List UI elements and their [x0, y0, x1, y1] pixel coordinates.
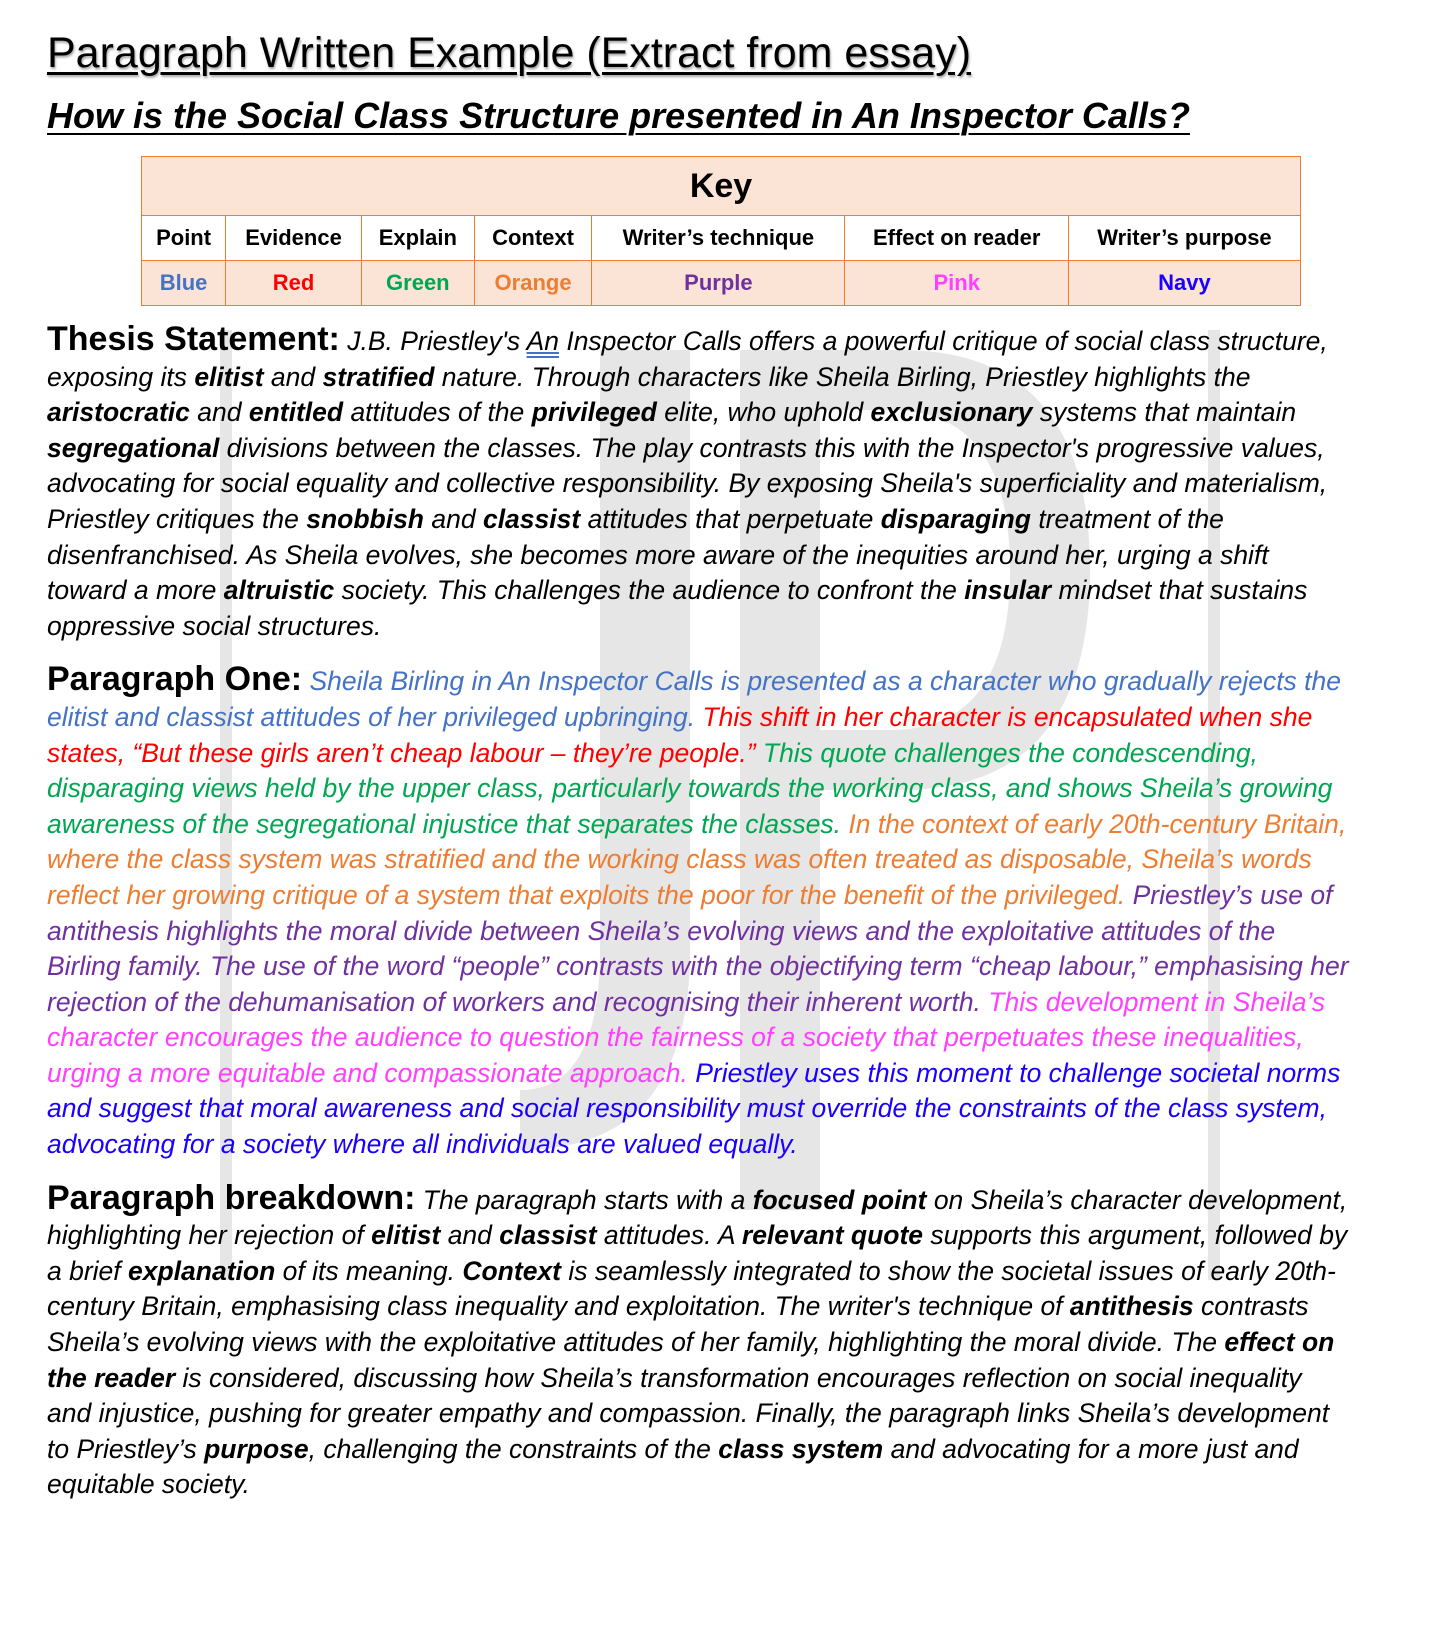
text-segment: and advocating for a more just and equitable society. [47, 1433, 1299, 1500]
text-segment: , challenging the constraints of the [308, 1433, 719, 1464]
key-colour-cell: Green [361, 261, 474, 306]
text-segment: antithesis [1069, 1291, 1194, 1322]
text-segment: effect on the reader [47, 1327, 1335, 1393]
text-segment: explanation [128, 1255, 276, 1286]
text-segment: purpose [204, 1433, 309, 1464]
text-segment: The paragraph starts with a [415, 1184, 753, 1215]
text-segment: Inspector Calls offers a powerful critique of social class structure, exposing its [47, 326, 1328, 392]
text-segment: on Sheila’s character development, highlighting her rejection of [47, 1184, 1348, 1251]
colour-key-table [141, 156, 1301, 306]
text-segment: is seamlessly integrated to show the societal issues of early 20th-century Britain, emphasising class inequality and exploitation. The writer's technique of [47, 1255, 1336, 1322]
key-colour-cell: Blue [142, 261, 226, 306]
text-segment: This development in Sheila’s character encourages the audience to question the fairness of a society that perpetuates these inequalities, urging a more equitable and compassionate approach. [47, 986, 1326, 1088]
text-segment: Context [462, 1255, 561, 1286]
key-header-cell: Writer’s technique [592, 216, 845, 261]
key-colour-cell: Purple [592, 261, 845, 306]
text-segment: J.B. Priestley's [339, 326, 527, 356]
text-segment: of its meaning. [275, 1255, 463, 1286]
key-header-cell: Effect on reader [845, 216, 1068, 261]
essay-question: How is the Social Class Structure presented in An Inspector Calls? [47, 95, 1190, 136]
paragraph-one [47, 662, 1352, 1162]
text-segment: nature. Through characters like Sheila Birling, Priestley highlights the [434, 361, 1251, 392]
text-segment: is considered, discussing how Sheila’s transformation encourages reflection on social inequality and injustice, pushing for greater empathy and compassion. Finally, the paragraph links Sheila’s development to Priestley’s [47, 1362, 1330, 1464]
text-segment: entitled [248, 397, 344, 428]
text-segment: attitudes. A [596, 1220, 742, 1251]
key-colour-cell: Pink [845, 261, 1068, 306]
key-title: Key [142, 157, 1301, 216]
text-segment: and [424, 503, 483, 534]
section-label: Paragraph breakdown: [47, 1178, 416, 1217]
text-segment: elitist [194, 361, 264, 392]
text-segment: aristocratic [47, 397, 190, 428]
text-segment: altruistic [223, 575, 335, 606]
paragraph-breakdown [47, 1178, 1352, 1503]
text-segment: This shift in her character is encapsulated when she states, “But these girls aren’t cheap labour – they’re people.” [47, 701, 1313, 768]
text-segment: and [440, 1220, 500, 1251]
text-segment: In the context of early 20th-century Britain, where the class system was stratified and the working class was often treated as disposable, Sheila’s words reflect her growing critique of a system that exploits the poor for the benefit of the privileged. [47, 808, 1347, 910]
thesis-statement [47, 322, 1352, 644]
section-label: Thesis Statement: [47, 320, 340, 358]
text-segment: segregational [47, 432, 220, 463]
text-segment: classist [499, 1220, 597, 1251]
text-segment: elite, who uphold [656, 397, 871, 428]
text-segment: class system [718, 1433, 884, 1464]
text-segment: stratified [322, 361, 435, 392]
text-segment: An [526, 326, 559, 356]
text-segment: and [189, 397, 249, 428]
key-header-cell: Point [142, 216, 226, 261]
key-colour-cell: Red [226, 261, 362, 306]
text-segment: snobbish [306, 503, 424, 534]
key-header-cell: Writer’s purpose [1068, 216, 1300, 261]
text-segment: relevant quote [741, 1220, 924, 1251]
text-segment: elitist [371, 1220, 441, 1251]
text-segment: divisions between the classes. The play contrasts this with the Inspector's progressive values, advocating for social equality and collective responsibility. By exposing Sheila's superficiality and materialism, Priestley critiques the [47, 432, 1328, 534]
text-segment: This quote challenges the condescending, disparaging views held by the upper class, particularly towards the working class, and shows Sheila’s growing awareness of the segregational injustice that separates the classes. [47, 737, 1333, 839]
text-segment: insular [964, 575, 1052, 606]
page-title: Paragraph Written Example (Extract from essay) [47, 29, 972, 77]
text-segment: Sheila Birling in An Inspector Calls is presented as a character who gradually rejects the elitist and classist attitudes of her privileged upbringing. [47, 666, 1342, 732]
text-segment: mindset that sustains oppressive social structures. [47, 575, 1308, 641]
section-label: Paragraph One: [47, 660, 303, 699]
key-header-cell: Context [474, 216, 591, 261]
text-segment: and [263, 361, 323, 392]
text-segment: Priestley’s use of antithesis highlights the moral divide between Sheila’s evolving views and the exploitative attitudes of the Birling family. The use of the word “people” contrasts with the objectifying term “cheap labour,” emphasising her rejection of the dehumanisation of workers and recognising their inherent worth. [47, 879, 1349, 1017]
key-colour-cell: Orange [474, 261, 591, 306]
text-segment: attitudes of the [343, 397, 532, 428]
text-segment: exclusionary [870, 397, 1033, 428]
key-header-cell: Explain [361, 216, 474, 261]
key-colour-cell: Navy [1068, 261, 1300, 306]
text-segment: attitudes that perpetuate [580, 503, 881, 534]
text-segment: privileged [531, 397, 657, 428]
key-header-cell: Evidence [226, 216, 362, 261]
text-segment: systems that maintain [1032, 397, 1297, 428]
text-segment: supports this argument, followed by a brief [47, 1220, 1348, 1286]
text-segment: Priestley uses this moment to challenge societal norms and suggest that moral awareness and social responsibility must override the constraints of the class system, advocating for a society where all individuals are valued equally. [47, 1057, 1341, 1160]
text-segment: treatment of the disenfranchised. As Sheila evolves, she becomes more aware of the inequities around her, urging a shift toward a more [47, 503, 1269, 606]
text-segment: classist [482, 503, 581, 534]
text-segment: contrasts Sheila’s evolving views with the exploitative attitudes of her family, highlighting the moral divide. The [47, 1291, 1309, 1358]
text-segment: society. This challenges the audience to confront the [334, 575, 965, 606]
text-segment: disparaging [880, 503, 1031, 534]
text-segment: focused point [752, 1184, 927, 1215]
